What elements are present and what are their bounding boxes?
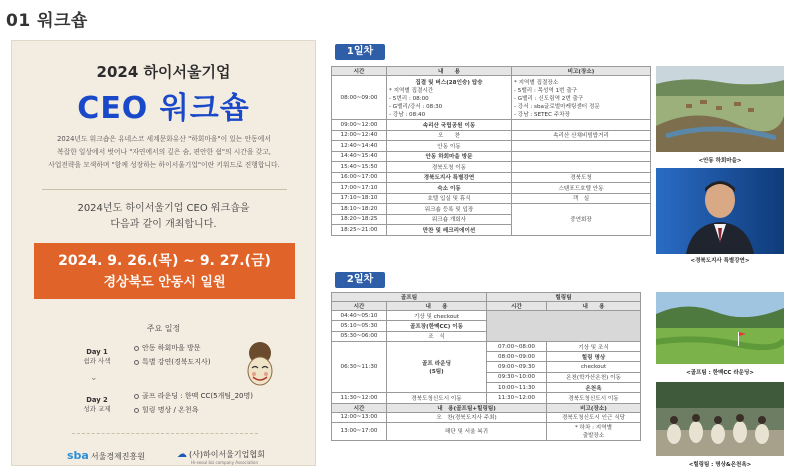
golf-teams: (5팀) [429, 369, 444, 376]
table-row [332, 204, 651, 215]
note-cell: 속리산 산채비빔밥거리 [512, 130, 651, 141]
table-row [332, 76, 651, 120]
bullet-icon [134, 346, 139, 351]
chevron-down-icon: ⌄ [90, 373, 98, 383]
note-cell: 중연회장 [512, 204, 651, 236]
photo-caption: <골프팀 : 한맥CC 라운딩> [686, 370, 754, 376]
day1-label: Day 1 [86, 348, 108, 356]
note-cell [547, 422, 641, 440]
healing-group-header: 힐링팀 [487, 293, 641, 302]
day1-item-text: 특별 강연(경북도지사) [142, 358, 211, 366]
note-cell: 객 실 [512, 193, 651, 204]
col-header: 시간 [487, 302, 547, 311]
col-header: 시간 [332, 302, 387, 311]
governor-lecture-photo [656, 168, 784, 254]
day1-block [72, 348, 122, 366]
day2-sub: 성과 교제 [83, 405, 111, 413]
hahoe-mask-icon [242, 341, 278, 387]
col-header: 시간 [332, 403, 387, 412]
section-title: 01 워크숍 [6, 11, 88, 31]
table-row [332, 422, 641, 440]
time-cell: 12:00~12:40 [332, 130, 387, 141]
association-logo [177, 449, 265, 465]
golf-content: 골프 라운딩 [422, 361, 451, 368]
open-line: 2024년도 하이서울기업 CEO 워크숍을 [77, 203, 250, 214]
time-cell: 08:00~09:00 [487, 352, 547, 362]
date-place-banner [34, 243, 295, 299]
note-cell [512, 120, 651, 131]
association-icon: ☁ [177, 449, 187, 460]
time-cell: 18:25~21:00 [332, 225, 387, 236]
time-cell: 18:10~18:20 [332, 204, 387, 215]
poster-year-title: 2024 하이서울기업 [96, 63, 231, 81]
workshop-poster [11, 40, 316, 466]
table-row [332, 172, 651, 183]
day2-block [72, 396, 122, 414]
table-row [332, 151, 651, 162]
content-cell: 경북도청신도시 이동 [547, 393, 641, 403]
content-cell: 숙소 이동 [387, 183, 512, 194]
poster-desc-line: 사업전략을 모색하며 "함께 성장하는 하이서울기업"이란 키워드로 진행합니다. [48, 161, 280, 169]
col-header: 내 용 [547, 302, 641, 311]
content-cell: 워크숍 등록 및 입장 [387, 204, 512, 215]
col-header: 내 용 [387, 67, 512, 76]
content-cell: 힐링 명상 [547, 352, 641, 362]
time-cell: 14:40~15:40 [332, 151, 387, 162]
content-cell: 경북도청 이동 [387, 162, 512, 173]
bullet-icon [134, 360, 139, 365]
time-cell: 06:30~11:30 [332, 341, 387, 392]
content-cell: 경북도지사 특별강연 [387, 172, 512, 183]
time-cell: 13:00~17:00 [332, 422, 387, 440]
note-item: - 강서 : sba글로벌마케팅센터 정문 [514, 103, 600, 110]
content-cell: 조 식 [387, 331, 487, 341]
poster-open-text [12, 201, 315, 233]
note-cell: 경북도청신도시 인근 식당 [547, 412, 641, 422]
poster-footer [12, 443, 315, 466]
content-item: - 5번리 : 08:00 [389, 95, 429, 102]
col-header: 비고(장소) [512, 67, 651, 76]
day1-label-badge: 1일차 [335, 44, 385, 60]
bullet-icon [134, 394, 139, 399]
time-cell: 05:10~05:30 [332, 321, 387, 331]
time-cell: 11:30~12:00 [332, 393, 387, 403]
time-cell: 09:00~09:30 [487, 362, 547, 372]
poster-description [34, 133, 294, 172]
content-cell: 워크숍 개회사 [387, 214, 512, 225]
event-date: 2024. 9. 26.(목) ~ 9. 27.(금) [58, 253, 271, 269]
photo-caption: <안동 하회마을> [698, 158, 742, 164]
table-row [332, 183, 651, 194]
content-cell: 안동 이동 [387, 141, 512, 152]
time-cell: 07:00~08:00 [487, 341, 547, 351]
empty-cell [487, 311, 641, 342]
day1-item-text: 안동 하회마을 방문 [142, 344, 201, 352]
time-cell: 11:30~12:00 [487, 393, 547, 403]
day1-item [134, 357, 211, 367]
day2-item [134, 405, 198, 415]
poster-desc-line: 2024년도 워크숍은 유네스코 세계문화유산 "하회마을"이 있는 안동에서 [57, 135, 271, 143]
content-cell: 안동 하회마을 방문 [387, 151, 512, 162]
association-sub: Hi-seoul biz company Association [191, 460, 258, 465]
content-title: 집결 및 버스(28인승) 탑승 [415, 79, 483, 86]
time-cell: 12:40~14:40 [332, 141, 387, 152]
golf-course-photo [656, 292, 784, 364]
content-cell: checkout [547, 362, 641, 372]
content-cell [387, 341, 487, 392]
table-row [332, 412, 641, 422]
content-item: - G밸리/강서 : 08:30 [389, 103, 443, 110]
time-cell: 17:00~17:10 [332, 183, 387, 194]
content-sub: * 지역별 집결시간 [389, 87, 434, 94]
content-item: - 강남 : 08:40 [389, 111, 426, 118]
table-row [332, 341, 641, 351]
open-line: 다음과 같이 개최합니다. [110, 219, 217, 230]
healing-meditation-photo [656, 382, 784, 456]
content-cell [387, 76, 512, 120]
time-cell: 04:40~05:10 [332, 311, 387, 321]
time-cell: 16:00~17:00 [332, 172, 387, 183]
content-cell: 경북도청신도시 이동 [387, 393, 487, 403]
time-cell: 15:40~15:50 [332, 162, 387, 173]
note-item: - G밸리 : 신도림역 2번 출구 [514, 95, 584, 102]
content-cell: 오 찬(경북도지사 주최) [387, 412, 547, 422]
time-cell: 12:00~13:00 [332, 412, 387, 422]
divider [72, 433, 258, 434]
col-header: 내 용 [387, 302, 487, 311]
table-row [332, 120, 651, 131]
day2-item-text: 힐링 명상 / 온천욕 [142, 406, 199, 414]
content-cell: 골프장(한맥CC) 이동 [387, 321, 487, 331]
divider [42, 189, 287, 190]
note-cell [512, 151, 651, 162]
golf-group-header: 골프팀 [332, 293, 487, 302]
table-row [332, 130, 651, 141]
hahoe-village-photo [656, 66, 784, 152]
content-cell: 만찬 및 레크리에이션 [387, 225, 512, 236]
col-header: 시간 [332, 67, 387, 76]
time-cell: 18:20~18:25 [332, 214, 387, 225]
day1-item [134, 343, 201, 353]
time-cell: 05:30~06:00 [332, 331, 387, 341]
table-row [332, 141, 651, 152]
content-cell: 기상 및 조식 [547, 341, 641, 351]
joint-header: 내 용(골프팀+힐링팀) [387, 403, 547, 412]
content-cell: 오 찬 [387, 130, 512, 141]
time-cell: 10:00~11:30 [487, 383, 547, 393]
note-cell: 스탠포드호텔 안동 [512, 183, 651, 194]
note-title: * 지역별 집결장소 [514, 79, 559, 86]
day2-schedule-table [331, 292, 641, 441]
poster-main-title: CEO 워크숍 [77, 91, 250, 126]
day2-item [134, 391, 253, 401]
sba-name: 서울경제진흥원 [90, 452, 145, 461]
sba-logo [67, 449, 145, 462]
photo-caption: <경북도지사 특별강연> [690, 258, 750, 264]
note-cell: 경북도청 [512, 172, 651, 183]
content-cell: 온천욕 [547, 383, 641, 393]
table-row [332, 162, 651, 173]
note-cell [512, 141, 651, 152]
time-cell: 09:30~10:00 [487, 372, 547, 382]
table-row [332, 193, 651, 204]
schedule-title: 주요 일정 [146, 324, 181, 333]
time-cell: 08:00~09:00 [332, 76, 387, 120]
table-row [332, 311, 641, 321]
note-cell [512, 162, 651, 173]
content-cell: 호텔 입실 및 휴식 [387, 193, 512, 204]
note-line: 출발장소 [582, 433, 605, 440]
bullet-icon [134, 408, 139, 413]
sba-logo-text: sba [67, 449, 89, 462]
event-place: 경상북도 안동시 일원 [103, 275, 226, 290]
day1-schedule-table [331, 66, 651, 236]
day1-sub: 쉼과 사색 [83, 357, 111, 365]
photo-caption: <힐링팀 : 명상&온천욕> [688, 462, 752, 468]
content-cell: 기상 및 checkout [387, 311, 487, 321]
table-row [332, 393, 641, 403]
content-cell: 해단 및 서울 복귀 [387, 422, 547, 440]
time-cell: 17:10~18:10 [332, 193, 387, 204]
content-cell: 속리산 국립공원 이동 [387, 120, 512, 131]
association-name: (사)하이서울기업협회 [189, 450, 265, 459]
day2-item-text: 골프 라운딩 : 한맥 CC(5개팀_20명) [142, 392, 253, 400]
poster-desc-line: 복잡한 일상에서 벗어나 "자연에서의 깊은 숨, 편안한 쉼"의 시간을 갖고, [57, 148, 271, 156]
note-item: - 5밸리 : 목성역 1번 출구 [514, 87, 578, 94]
note-line: * 하차 : 지역별 [574, 425, 613, 432]
joint-note-header: 비고(장소) [547, 403, 641, 412]
note-cell [512, 76, 651, 120]
note-item: - 강남 : SETEC 주차장 [514, 111, 570, 118]
day2-label: Day 2 [86, 396, 108, 404]
content-cell: 온천(학가산온천) 이동 [547, 372, 641, 382]
day2-label-badge: 2일차 [335, 272, 385, 288]
time-cell: 09:00~12:00 [332, 120, 387, 131]
